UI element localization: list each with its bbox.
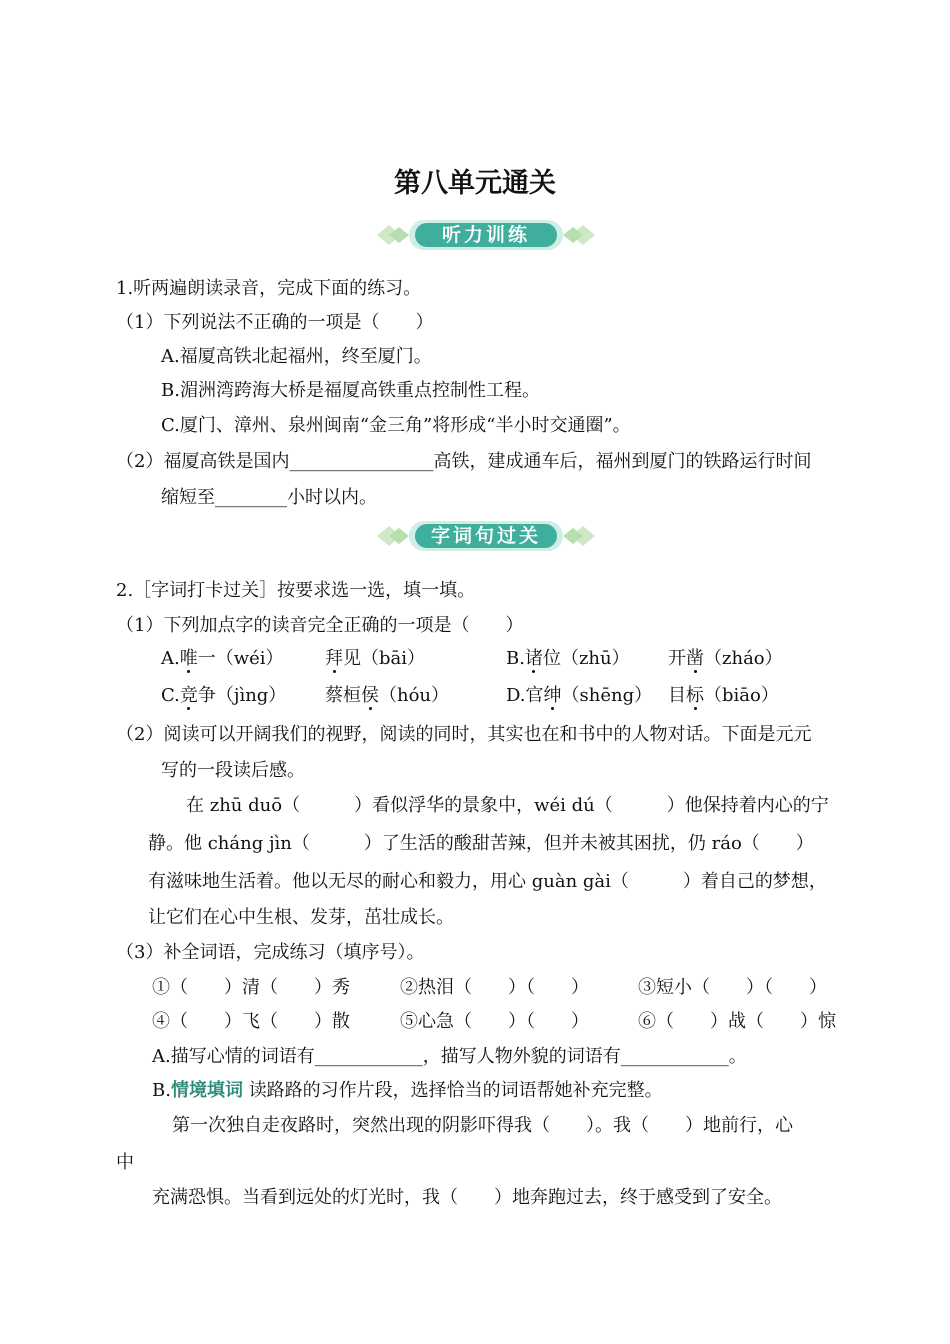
emphasis-dot-char: 竞 bbox=[179, 685, 198, 706]
idiom-5: ⑤心急（ ）（ ） bbox=[400, 1011, 589, 1032]
idiom-1: ①（ ）清（ ）秀 bbox=[152, 977, 350, 998]
reading-para-line4: 让它们在心中生根、发芽，茁壮成长。 bbox=[148, 907, 454, 928]
banner-label: 字词句过关 bbox=[430, 525, 541, 547]
q2-sub3: （3）补全词语，完成练习（填序号）。 bbox=[116, 942, 425, 963]
idiom-2: ②热泪（ ）（ ） bbox=[400, 977, 589, 998]
q1-option-a: A.福厦高铁北起福州，终至厦门。 bbox=[161, 346, 432, 367]
emphasis-dot-char: 拜 bbox=[325, 648, 343, 669]
section-banner-listening bbox=[375, 217, 597, 253]
q1-sub1: （1）下列说法不正确的一项是（ ） bbox=[116, 312, 434, 333]
q2-opt-d1: D.官绅（shēng） bbox=[506, 685, 653, 706]
q2-opt-a2: 拜见（bāi） bbox=[325, 648, 426, 669]
context-tag: 情境填词 bbox=[170, 1080, 243, 1101]
page-title: 第八单元通关 bbox=[394, 168, 556, 199]
q1-option-b: B.湄洲湾跨海大桥是福厦高铁重点控制性工程。 bbox=[161, 380, 540, 401]
q2-line-b: B.情境填词 读路路的习作片段，选择恰当的词语帮她补充完整。 bbox=[152, 1080, 663, 1101]
q2-stem: 2.［字词打卡过关］按要求选一选，填一填。 bbox=[116, 580, 476, 601]
story-line2: 中 bbox=[116, 1152, 134, 1173]
emphasis-dot-char: 绅 bbox=[543, 685, 562, 706]
emphasis-dot-char: 凿 bbox=[686, 648, 704, 669]
banner-label: 听力训练 bbox=[441, 224, 530, 246]
q2-opt-c1: C.竞争（jìng） bbox=[161, 685, 287, 706]
reading-para-line2: 静。他 cháng jìn（ ）了生活的酸甜苦辣，但并未被其困扰，仍 ráo（ ） bbox=[148, 833, 814, 854]
q2-line-b-text: 读路路的习作片段，选择恰当的词语帮她补充完整。 bbox=[248, 1080, 663, 1101]
reading-para-line1: 在 zhū duō（ ）看似浮华的景象中，wéi dú（ ）他保持着内心的宁 bbox=[186, 795, 829, 816]
q2-sub1: （1）下列加点字的读音完全正确的一项是（ ） bbox=[116, 615, 524, 636]
q2-opt-b1: B.诸位（zhū） bbox=[506, 648, 630, 669]
q1-stem: 1.听两遍朗读录音，完成下面的练习。 bbox=[116, 278, 422, 299]
emphasis-dot-char: 唯 bbox=[179, 648, 198, 669]
q2-opt-d2: 目标（biāo） bbox=[668, 685, 779, 706]
q2-opt-a1: A.唯一（wéi） bbox=[161, 648, 284, 669]
idiom-3: ③短小（ ）（ ） bbox=[638, 977, 827, 998]
q1-sub2-line2: 缩短至________小时以内。 bbox=[161, 487, 377, 508]
emphasis-dot-char: 侯 bbox=[361, 685, 379, 706]
q2-sub2-line1: （2）阅读可以开阔我们的视野，阅读的同时，其实也在和书中的人物对话。下面是元元 bbox=[116, 724, 812, 745]
emphasis-dot-char: 标 bbox=[686, 685, 704, 706]
q2-opt-b2: 开凿（zháo） bbox=[668, 648, 783, 669]
idiom-4: ④（ ）飞（ ）散 bbox=[152, 1011, 350, 1032]
section-banner-words bbox=[375, 518, 597, 554]
q1-sub2-line1: （2）福厦高铁是国内________________高铁，建成通车后，福州到厦门的铁路运行时间 bbox=[116, 451, 812, 472]
q2-sub2-line2: 写的一段读后感。 bbox=[161, 760, 305, 781]
q1-option-c: C.厦门、漳州、泉州闽南“金三角”将形成“半小时交通圈”。 bbox=[161, 415, 631, 436]
q2-opt-c2: 蔡桓侯（hóu） bbox=[325, 685, 450, 706]
emphasis-dot-char: 诸 bbox=[524, 648, 543, 669]
idiom-6: ⑥（ ）战（ ）惊 bbox=[638, 1011, 836, 1032]
reading-para-line3: 有滋味地生活着。他以无尽的耐心和毅力，用心 guàn gài（ ）着自己的梦想， bbox=[148, 871, 827, 892]
story-line1: 第一次独自走夜路时，突然出现的阴影吓得我（ ）。我（ ）地前行，心 bbox=[172, 1115, 793, 1136]
story-line3: 充满恐惧。当看到远处的灯光时，我（ ）地奔跑过去，终于感受到了安全。 bbox=[152, 1187, 782, 1208]
q2-line-a: A.描写心情的词语有____________，描写人物外貌的词语有____________。 bbox=[152, 1046, 747, 1067]
